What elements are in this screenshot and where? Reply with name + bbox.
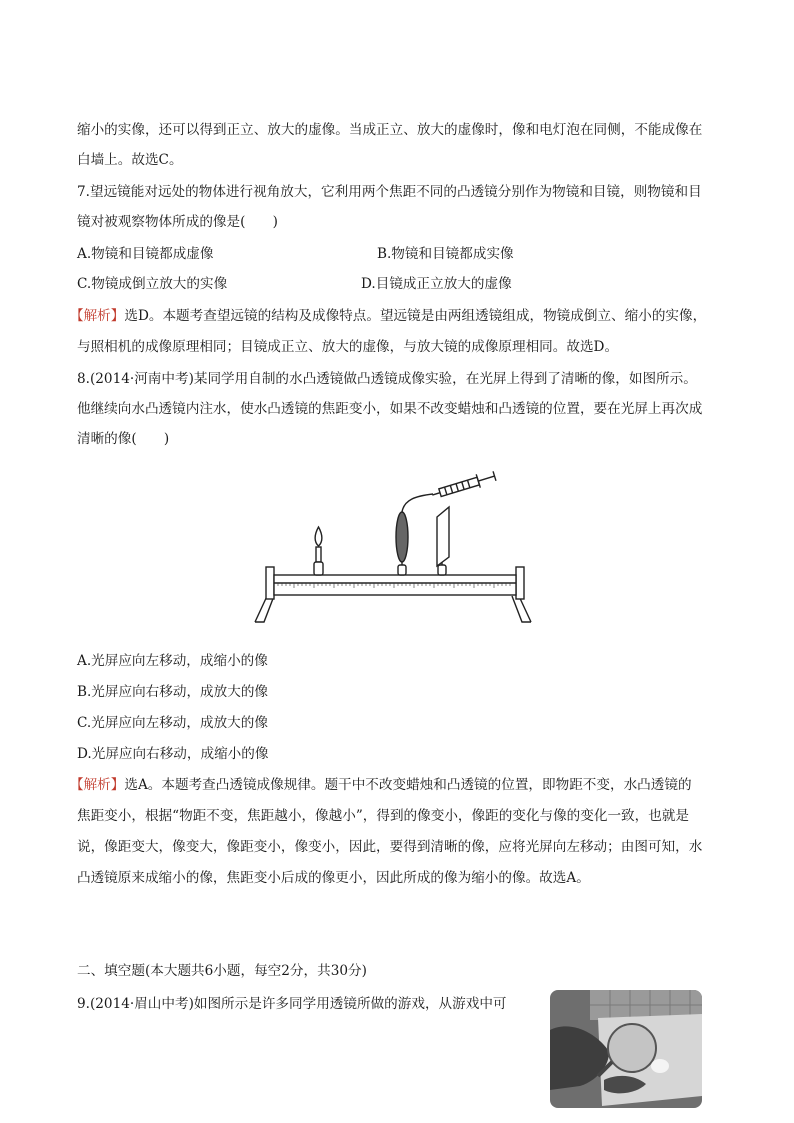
syringe-icon: [430, 469, 496, 501]
q8-analysis-line2: 焦距变小，根据“物距不变，焦距越小，像越小”，得到的像变小，像距的变化与像的变化一致，也就是: [77, 808, 690, 824]
paragraph-line: 白墙上。故选C。: [77, 152, 183, 168]
q7-options-row2: [77, 275, 512, 293]
candle-body: [316, 547, 321, 562]
candle-holder: [314, 562, 323, 575]
q8-option-d: D.光屏应向右移动，成缩小的像: [77, 746, 269, 762]
analysis-text: 选D。本题考查望远镜的结构及成像特点。望远镜是由两组透镜组成，物镜成倒立、缩小的实像，: [124, 308, 707, 324]
syringe-tube: [402, 494, 433, 512]
left-end-support: [266, 567, 274, 599]
lens-holder: [398, 565, 406, 575]
q7-option-b: B.物镜和目镜都成实像: [377, 246, 514, 262]
water-lens: [396, 512, 408, 562]
q7-option-d: D.目镜成正立放大的虚像: [361, 276, 512, 292]
q8-stem-line1: 8.(2014·河南中考)某同学用自制的水凸透镜做凸透镜成像实验，在光屏上得到了清晰的像，如图所示。: [77, 371, 697, 387]
q9-stem-line1: 9.(2014·眉山中考)如图所示是许多同学用透镜所做的游戏，从游戏中可: [77, 996, 507, 1012]
analysis-text: 选A。本题考查凸透镜成像规律。题干中不改变蜡烛和凸透镜的位置，即物距不变，水凸透镜的: [124, 777, 692, 793]
light-screen: [437, 507, 449, 566]
q7-analysis-line2: 与照相机的成像原理相同；目镜成正立、放大的虚像，与放大镜的成像原理相同。故选D。: [77, 339, 619, 355]
optical-bench-figure: [250, 462, 540, 630]
q8-analysis-line4: 凸透镜原来成缩小的像，焦距变小后成的像更小，因此所成的像为缩小的像。故选A。: [77, 870, 590, 886]
candle-flame-icon: [315, 527, 322, 546]
magnifier-lens-icon: [608, 1024, 656, 1072]
q8-stem-line3: 清晰的像( ): [77, 431, 170, 447]
magnifier-game-photo: [550, 990, 702, 1108]
q7-options-row1: [77, 245, 514, 263]
q8-option-b: B.光屏应向右移动，成放大的像: [77, 684, 269, 700]
right-end-support: [516, 567, 524, 599]
q7-stem-line1: 7.望远镜能对远处的物体进行视角放大，它利用两个焦距不同的凸透镜分别作为物镜和目镜，则物镜和目: [77, 184, 702, 200]
q8-analysis-line1: [70, 776, 692, 794]
q7-analysis-line1: [70, 307, 706, 325]
q8-stem-line2: 他继续向水凸透镜内注水，使水凸透镜的焦距变小，如果不改变蜡烛和凸透镜的位置，要在光屏上再次成: [77, 401, 703, 417]
q7-stem-line2: 镜对被观察物体所成的像是( ): [77, 214, 278, 230]
analysis-tag: 【解析】: [70, 308, 125, 324]
q8-option-c: C.光屏应向左移动，成放大的像: [77, 715, 268, 731]
analysis-tag: 【解析】: [70, 777, 125, 793]
paragraph-line: 缩小的实像，还可以得到正立、放大的虚像。当成正立、放大的虚像时，像和电灯泡在同侧，不能成像在: [77, 122, 703, 138]
screen-holder: [438, 565, 446, 575]
q8-analysis-line3: 说，像距变大，像变大，像距变小，像变小，因此，要得到清晰的像，应将光屏向左移动；由图可知，水: [77, 839, 703, 855]
q8-option-a: A.光屏应向左移动，成缩小的像: [77, 653, 268, 669]
q7-option-a: A.物镜和目镜都成虚像: [77, 246, 214, 262]
light-spot: [651, 1059, 669, 1073]
q7-option-c: C.物镜成倒立放大的实像: [77, 276, 228, 292]
section-title: 二、填空题(本大题共6小题，每空2分，共30分): [77, 963, 367, 979]
